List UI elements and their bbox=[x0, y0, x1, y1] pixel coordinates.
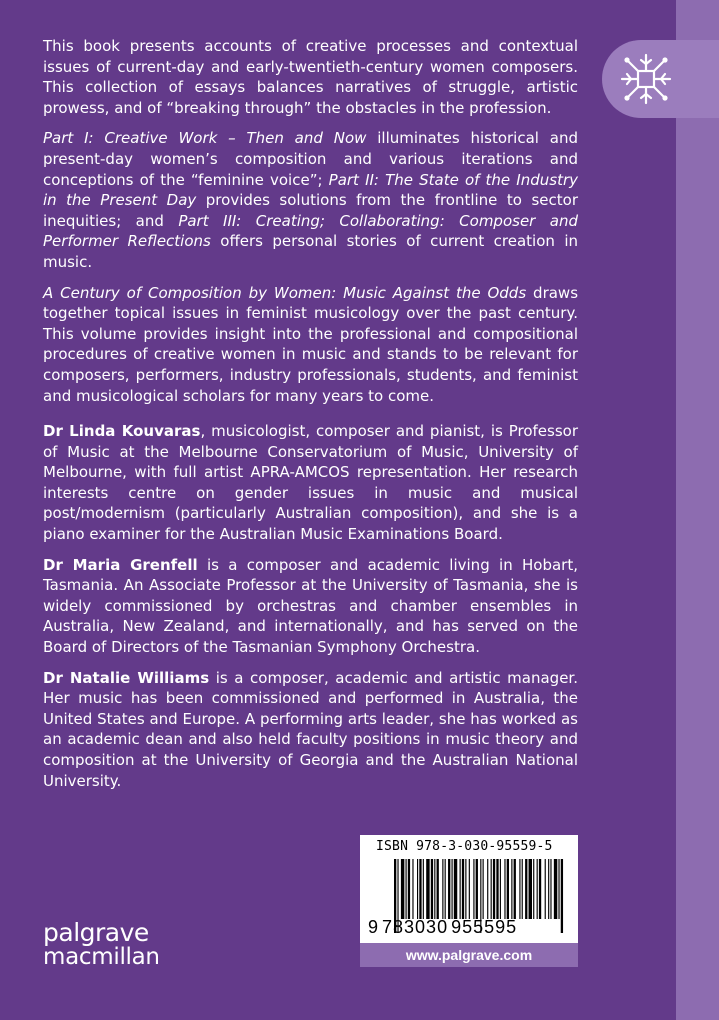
barcode-panel bbox=[360, 835, 578, 967]
barcode-bar bbox=[442, 859, 443, 919]
barcode-bar bbox=[548, 859, 549, 919]
part-3-title: Part III: Creating; Collaborating: Composer and Performer Reflections bbox=[43, 211, 578, 251]
barcode-bar bbox=[460, 859, 461, 919]
isbn-label: ISBN 978-3-030-95559-5 bbox=[376, 839, 553, 854]
barcode-bar bbox=[462, 859, 464, 919]
barcode-digits bbox=[368, 917, 520, 938]
barcode-bar bbox=[483, 859, 484, 919]
barcode-bar bbox=[437, 859, 439, 919]
barcode-bar bbox=[514, 859, 516, 919]
emblem-tab bbox=[602, 40, 719, 118]
barcode-bar bbox=[401, 859, 404, 919]
barcode-left-digits: 783030 bbox=[382, 917, 449, 937]
barcode-bar bbox=[561, 859, 563, 933]
bio-text: , musicologist, composer and pianist, is Professor of Music at the Melbourne Conservatorium of Music, University of Melbourne, with full artist APRA-AMCOS representation. Her research interests centre on gender issues in music and musical post/modernism (particularly Australian composition), and she is a piano examiner for the Australian Music Examinations Board. bbox=[43, 422, 578, 544]
barcode-bar bbox=[448, 859, 450, 919]
barcode-bar bbox=[445, 859, 446, 919]
publisher-website: www.palgrave.com bbox=[360, 943, 578, 967]
barcode-bar bbox=[522, 859, 523, 919]
blurb-text bbox=[43, 36, 578, 801]
barcode-first-digit: 9 bbox=[368, 917, 380, 937]
book-title: A Century of Composition by Women: Music Against the Odds bbox=[43, 283, 527, 302]
part-1-desc: illuminates historical and present-day women’s composition and various iterations and conceptions of the “feminine voice”; bbox=[43, 129, 578, 189]
barcode-bar bbox=[452, 859, 453, 919]
barcode-bar bbox=[487, 859, 488, 919]
bio-text: is a composer and academic living in Hobart, Tasmania. An Associate Professor at the University of Tasmania, she is widely commissioned by orchestras and chamber ensembles in Australia, New Zealand, and internationally, and has served on the Board of Directors of the Tasmanian Symphony Orchestra. bbox=[43, 555, 579, 657]
barcode-bar bbox=[465, 859, 466, 919]
barcode-bar bbox=[406, 859, 407, 919]
barcode-bar bbox=[412, 859, 413, 919]
barcode-bar bbox=[417, 859, 418, 919]
barcode-bar bbox=[434, 859, 435, 919]
barcode-bar bbox=[537, 859, 538, 919]
part-3-desc: offers personal stories of current creation in music. bbox=[43, 232, 578, 271]
barcode-bar bbox=[511, 859, 512, 919]
part-1-title: Part I: Creative Work – Then and Now bbox=[43, 129, 367, 148]
barcode-bar bbox=[496, 859, 498, 919]
barcode-bar bbox=[408, 859, 410, 919]
summary-paragraph bbox=[43, 283, 578, 407]
barcode-bar bbox=[473, 859, 474, 919]
barcode-bar bbox=[426, 859, 429, 919]
barcode-bar bbox=[550, 859, 551, 919]
publisher-line-2: macmillan bbox=[43, 944, 160, 970]
summary-text: draws together topical issues in feminist musicology over the past century. This volume provides insight into the professional and compositional procedures of creative women in music and stands to be relevant for composers, performers, industry professionals, students, and feminist and musicological scholars for many years to come. bbox=[43, 283, 579, 405]
barcode-bar bbox=[533, 859, 534, 919]
snowflake-hub-icon bbox=[616, 49, 676, 109]
bio-williams bbox=[43, 668, 578, 792]
barcode-bar bbox=[545, 859, 546, 919]
part-2-title: Part II: The State of the Industry in the Present Day bbox=[43, 170, 578, 210]
parts-paragraph bbox=[43, 128, 578, 272]
barcode-bar bbox=[493, 859, 495, 919]
bio-text: is a composer, academic and artistic manager. Her music has been commissioned and performed in Australia, the United States and Europe. A performing arts leader, she has worked as an academic dean and also held faculty positions in music theory and composition at the University of Georgia and the Australian National University. bbox=[43, 668, 578, 790]
barcode-bar bbox=[525, 859, 527, 919]
bio-kouvaras bbox=[43, 421, 578, 545]
spine-strip bbox=[676, 0, 719, 1020]
barcode-bar bbox=[500, 859, 501, 919]
barcode-bar bbox=[476, 859, 478, 919]
part-2-desc: provides solutions from the frontline to sector inequities; and bbox=[43, 191, 578, 230]
barcode-bar bbox=[454, 859, 457, 919]
author-name: Dr Linda Kouvaras bbox=[43, 422, 201, 441]
publisher-logo bbox=[43, 920, 160, 970]
author-name: Dr Natalie Williams bbox=[43, 668, 210, 687]
barcode-bar bbox=[519, 859, 520, 919]
barcode-bar bbox=[558, 859, 559, 919]
bio-grenfell bbox=[43, 555, 578, 658]
barcode-bar bbox=[507, 859, 509, 919]
barcode-bar bbox=[419, 859, 421, 919]
barcode-bar bbox=[504, 859, 505, 919]
barcode-bar bbox=[539, 859, 541, 919]
barcode-bar bbox=[423, 859, 424, 919]
barcode-bar bbox=[431, 859, 433, 919]
publisher-line-1: palgrave bbox=[43, 918, 149, 947]
barcode-right-digits: 955595 bbox=[451, 917, 518, 937]
author-name: Dr Maria Grenfell bbox=[43, 555, 198, 574]
barcode-bar bbox=[554, 859, 557, 919]
barcode-bar bbox=[469, 859, 470, 919]
barcode-bar bbox=[491, 859, 492, 919]
barcode-bar bbox=[529, 859, 532, 919]
intro-paragraph: This book presents accounts of creative processes and contextual issues of current-day and early-twentieth-century women composers. This collection of essays balances narratives of struggle, artistic prowess, and of “breaking through” the obstacles in the profession. bbox=[43, 37, 578, 117]
